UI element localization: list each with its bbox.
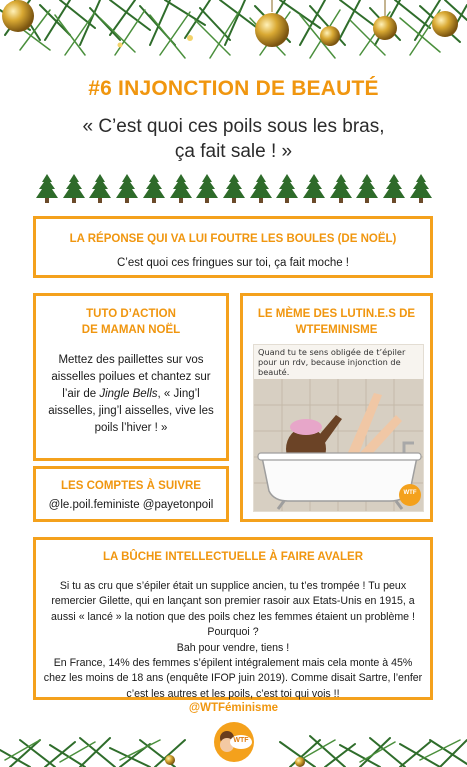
buche-box: [33, 537, 433, 700]
buche-title: LA BÛCHE INTELLECTUELLE À FAIRE AVALER: [102, 551, 364, 563]
wtf-logo-text: WTF: [233, 737, 249, 744]
tuto-box: [33, 293, 229, 461]
meme-bathtub-illustration: [254, 345, 424, 512]
tuto-title-line-2: DE MAMAN NOËL: [81, 324, 181, 336]
buche-paragraph-2: Pourquoi ?: [207, 626, 259, 639]
buche-paragraph-4: En France, 14% des femmes s’épilent intégralement mais cela monte à 45% chez les moins de 18 ans (enquête IFOP juin 2019). Comme disait Sartre, l’enfer c’est les autres et les poils, c’est toi qui vois !!: [43, 657, 423, 700]
tuto-text-after: , « Jing’l aisselles, jing’l aisselles, vive les poils l’hiver ! »: [48, 388, 214, 434]
pine-tree-icon: [63, 174, 85, 204]
meme-box: [240, 293, 433, 522]
buche-paragraph-3: Bah pour vendre, tiens !: [176, 641, 290, 654]
answer-text: C’est quoi ces fringues sur toi, ça fait moche !: [116, 257, 350, 269]
tuto-title: [36, 306, 226, 338]
accounts-title: LES COMPTES À SUIVRE: [61, 480, 201, 492]
meme-logo: WTF: [403, 490, 417, 496]
pine-tree-icon: [170, 174, 192, 204]
meme-title-line-1: LE MÈME DES LUTIN.E.S DE: [257, 308, 416, 320]
meme-title: [243, 306, 430, 338]
pine-tree-icon: [330, 174, 352, 204]
meme-caption: Quand tu te sens obligée de t’épiler pour un rdv, because injonction de beauté.: [258, 347, 406, 377]
tuto-title-line-1: TUTO D’ACTION: [86, 308, 176, 320]
meme-title-line-2: WTFEMINISME: [295, 324, 378, 336]
answer-box: [33, 216, 433, 278]
instagram-handle: @WTFéminisme: [188, 702, 279, 714]
pine-tree-icon: [223, 174, 245, 204]
quote-line-1: « C’est quoi ces poils sous les bras,: [82, 116, 385, 137]
tuto-text: [36, 352, 226, 437]
accounts-box: [33, 466, 229, 522]
page-title: #6 INJONCTION DE BEAUTÉ: [88, 77, 379, 100]
tuto-song: Jingle Bells: [99, 388, 158, 400]
tuto-text-before: Mettez des paillettes sur vos aisselles poilues et chantez sur l’air de: [51, 354, 211, 400]
pine-tree-icon: [276, 174, 298, 204]
pine-tree-icon: [143, 174, 165, 204]
buche-text: [36, 579, 430, 702]
pine-tree-icon: [89, 174, 111, 204]
pine-tree-icon: [356, 174, 378, 204]
buche-paragraph-1: Si tu as cru que s’épiler était un supplice ancien, tu t’es trompée ! Tu peux remercier Gilette, qui en lançant son premier rasoir aux Etats-Unis en 1915, a aussi « lancé » la notion que des poils chez les femmes étaient un problème !: [51, 580, 415, 623]
pine-tree-icon: [196, 174, 218, 204]
accounts-list: @le.poil.feministe @payetonpoil: [48, 499, 214, 511]
tree-divider: [36, 174, 432, 204]
answer-title: LA RÉPONSE QUI VA LUI FOUTRE LES BOULES (DE NOËL): [69, 233, 397, 245]
pine-tree-icon: [116, 174, 138, 204]
pine-tree-icon: [303, 174, 325, 204]
quote: [0, 114, 467, 164]
meme-image: [253, 344, 424, 512]
pine-tree-icon: [383, 174, 405, 204]
pine-tree-icon: [410, 174, 432, 204]
garland-top-decoration: [0, 0, 467, 70]
pine-tree-icon: [36, 174, 58, 204]
quote-line-2: ça fait sale ! »: [174, 141, 293, 162]
pine-tree-icon: [250, 174, 272, 204]
